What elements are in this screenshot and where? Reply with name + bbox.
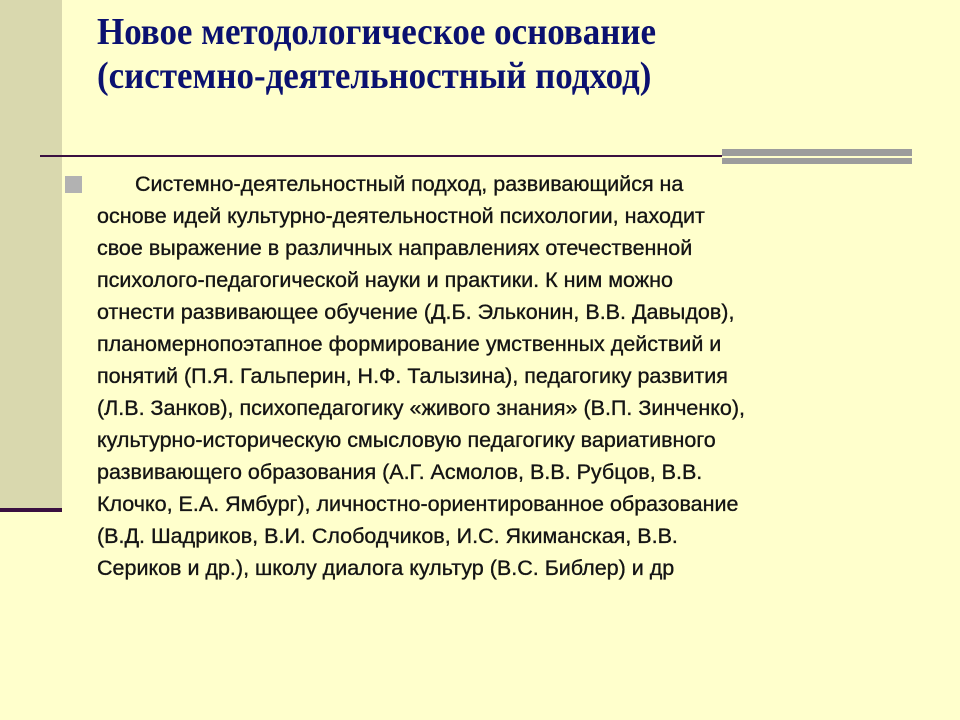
- paragraph-line: (В.Д. Шадриков, В.И. Слободчиков, И.С. Якиманская, В.В.: [97, 524, 678, 548]
- paragraph-line: культурно-историческую смысловую педагогику вариативного: [97, 428, 716, 452]
- square-bullet-icon: [65, 176, 82, 193]
- paragraph-line: основе идей культурно-деятельностной психологии, находит: [97, 204, 705, 228]
- title-underline-rule: [40, 155, 722, 157]
- paragraph-line: развивающего образования (А.Г. Асмолов, В.В. Рубцов, В.В.: [97, 460, 703, 484]
- slide-title: [97, 10, 851, 98]
- paragraph-line: психолого-педагогической науки и практики. К ним можно: [97, 268, 673, 292]
- paragraph-line: свое выражение в различных направлениях отечественной: [97, 236, 693, 260]
- accent-bar-top: [722, 149, 912, 156]
- paragraph-line: понятий (П.Я. Гальперин, Н.Ф. Талызина), педагогику развития: [97, 364, 728, 388]
- paragraph-line: Системно-деятельностный подход, развивающийся на: [135, 172, 684, 196]
- paragraph-line: планомернопоэтапное формирование умственных действий и: [97, 332, 722, 356]
- paragraph-line: Сериков и др.), школу диалога культур (В.С. Библер) и др: [97, 556, 675, 580]
- side-band-divider: [0, 508, 62, 512]
- paragraph-line: (Л.В. Занков), психопедагогику «живого знания» (В.П. Зинченко),: [97, 396, 745, 420]
- side-decorative-band: [0, 0, 62, 510]
- slide-title-line-2: (системно-деятельностный подход): [97, 55, 652, 97]
- paragraph-line: Клочко, Е.А. Ямбург), личностно-ориентированное образование: [97, 492, 739, 516]
- accent-double-bar: [722, 149, 912, 164]
- bullet-paragraph: [97, 168, 897, 584]
- paragraph-line: отнести развивающее обучение (Д.Б. Эльконин, В.В. Давыдов),: [97, 300, 735, 324]
- accent-bar-bottom: [722, 158, 912, 164]
- slide-title-line-1: Новое методологическое основание: [97, 11, 657, 53]
